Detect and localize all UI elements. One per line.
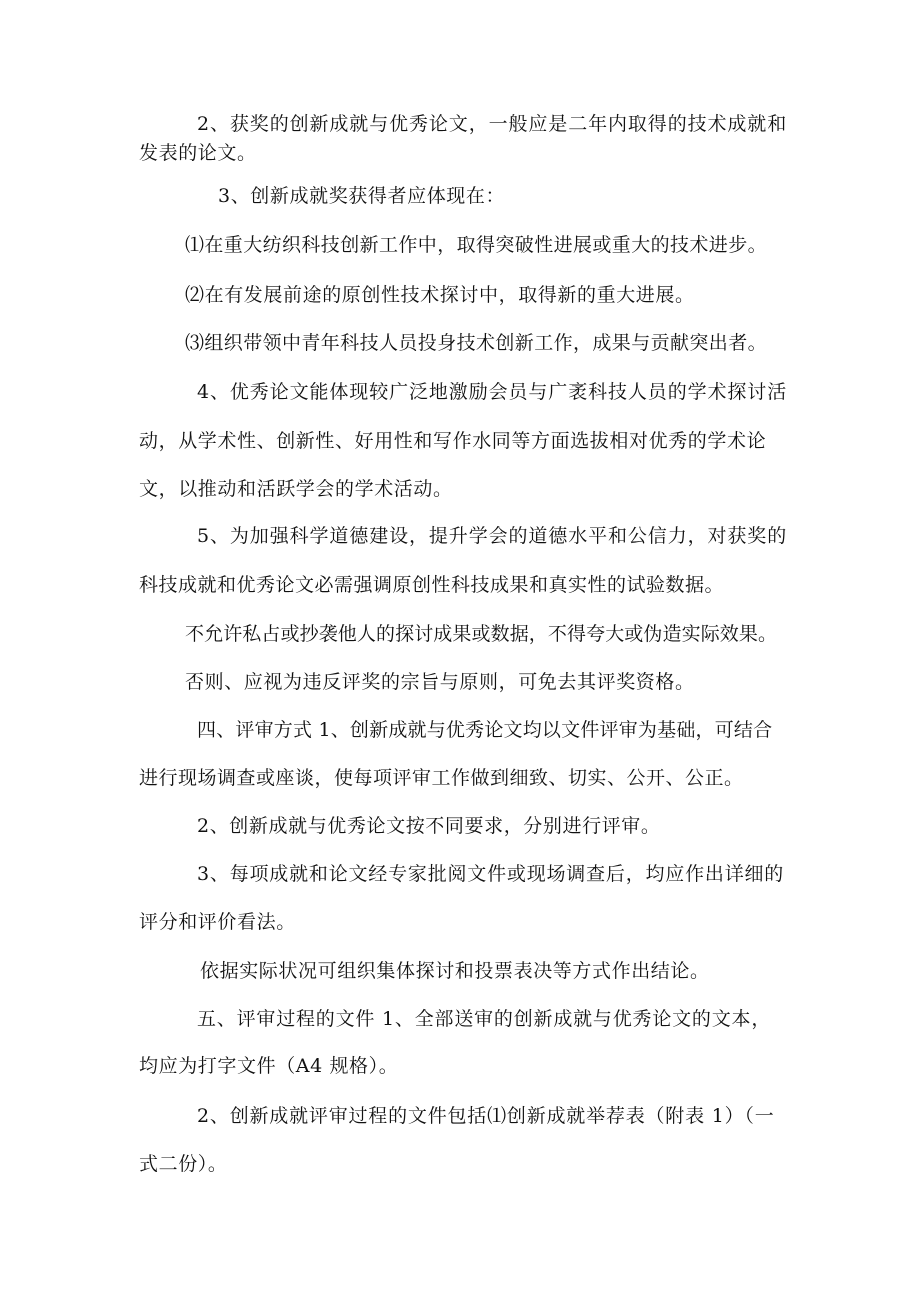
paragraph-line: 均应为打字文件（A4 规格）。 [139, 1055, 399, 1077]
paragraph-line: 3、创新成就奖获得者应体现在： [218, 185, 506, 207]
paragraph-line: ⑶组织带领中青年科技人员投身技术创新工作，成果与贡献突出者。 [185, 332, 768, 354]
paragraph-line: 动，从学术性、创新性、好用性和写作水同等方面选拔相对优秀的学术论 [139, 430, 767, 452]
paragraph-line: ⑵在有发展前途的原创性技术探讨中，取得新的重大进展。 [185, 284, 695, 306]
paragraph-line: 否则、应视为违反评奖的宗旨与原则，可免去其评奖资格。 [185, 671, 695, 693]
paragraph-line: ⑴在重大纺织科技创新工作中，取得突破性进展或重大的技术进步。 [185, 234, 768, 256]
paragraph-line: 4、优秀论文能体现较广泛地激励会员与广袤科技人员的学术探讨活 [197, 381, 788, 403]
paragraph-line: 评分和评价看法。 [139, 911, 296, 933]
paragraph-line: 2、创新成就与优秀论文按不同要求，分别进行评审。 [197, 815, 661, 837]
paragraph-line: 3、每项成就和论文经专家批阅文件或现场调查后，均应作出详细的 [197, 863, 785, 885]
paragraph-line: 四、评审方式 1、创新成就与优秀论文均以文件评审为基础，可结合 [197, 719, 773, 741]
paragraph-line: 五、评审过程的文件 1、全部送审的创新成就与优秀论文的文本， [197, 1008, 772, 1030]
paragraph-line: 不允许私占或抄袭他人的探讨成果或数据，不得夸大或伪造实际效果。 [185, 623, 778, 645]
paragraph-line: 2、创新成就评审过程的文件包括⑴创新成就举荐表（附表 1）（一 [197, 1105, 775, 1127]
paragraph-line: 5、为加强科学道德建设，提升学会的道德水平和公信力，对获奖的 [197, 525, 788, 547]
paragraph-line: 进行现场调查或座谈，使每项评审工作做到细致、切实、公开、公正。 [139, 767, 744, 789]
paragraph-line: 2、获奖的创新成就与优秀论文，一般应是二年内取得的技术成就和 [197, 113, 788, 135]
paragraph-line: 文，以推动和活跃学会的学术活动。 [139, 478, 453, 500]
paragraph-line: 式二份）。 [139, 1153, 228, 1175]
paragraph-line: 科技成就和优秀论文必需强调原创性科技成果和真实性的试验数据。 [139, 574, 725, 596]
paragraph-line: 发表的论文。 [139, 142, 257, 164]
paragraph-line: 依据实际状况可组织集体探讨和投票表决等方式作出结论。 [200, 960, 710, 982]
